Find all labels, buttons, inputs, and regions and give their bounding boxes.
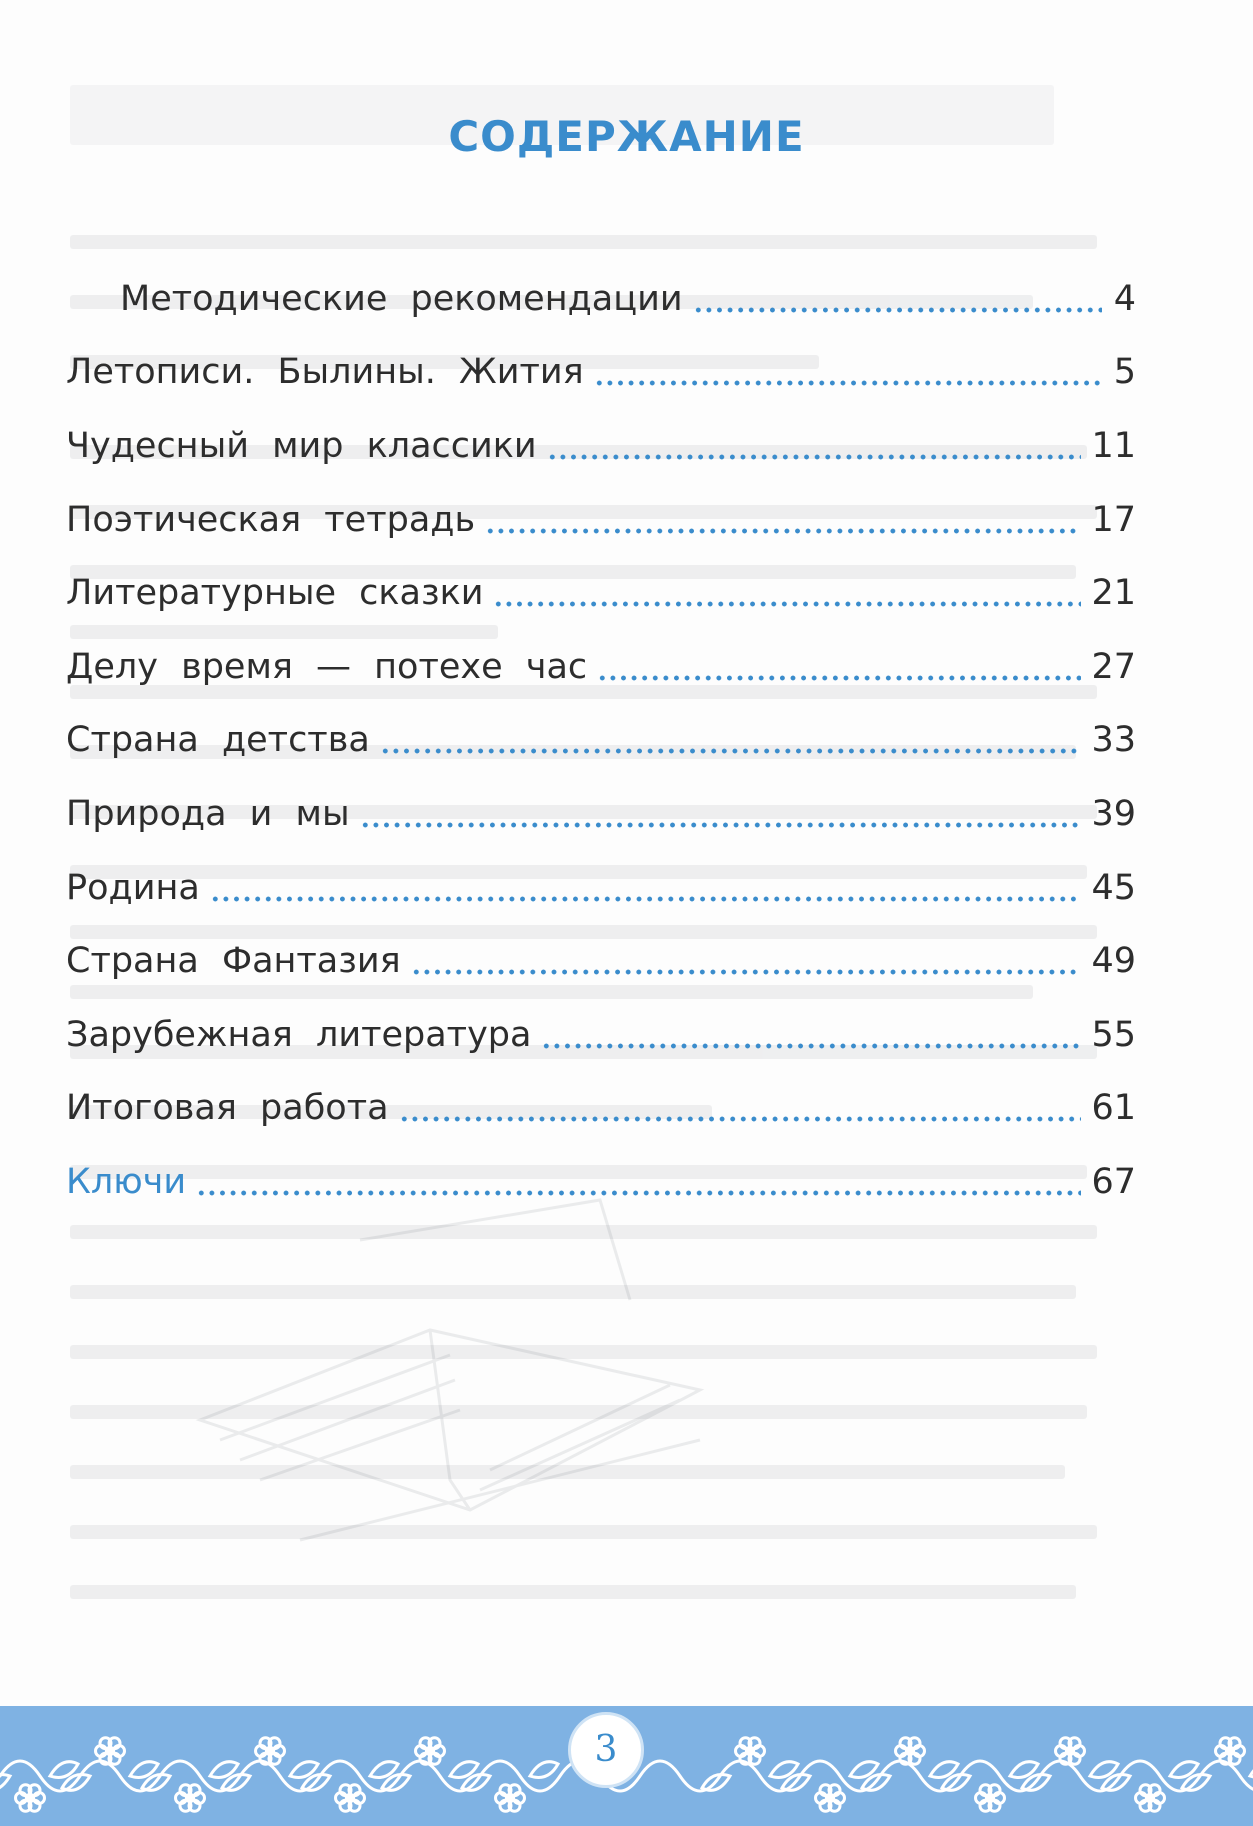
toc-entry-page: 49 <box>1091 941 1136 982</box>
toc-entry <box>66 1072 1136 1146</box>
toc-entry-title: Страна Фантазия <box>66 941 401 982</box>
toc-entry-page: 11 <box>1091 425 1136 466</box>
toc-entry <box>66 556 1136 630</box>
toc-entry-title: Летописи. Былины. Жития <box>66 352 584 393</box>
dot-leader <box>541 1043 1081 1049</box>
dot-leader <box>594 380 1102 386</box>
toc-entry <box>66 851 1136 925</box>
toc-entry-page: 33 <box>1091 720 1136 761</box>
dot-leader <box>360 822 1082 828</box>
toc-entry-title: Литературные сказки <box>66 573 484 614</box>
toc-entry <box>66 998 1136 1072</box>
dot-leader <box>485 528 1081 534</box>
toc-entry <box>66 1145 1136 1219</box>
page-number: 3 <box>568 1712 644 1788</box>
toc-entry-page: 61 <box>1091 1088 1136 1129</box>
toc-entry <box>66 336 1136 410</box>
toc-entry-title: Итоговая работа <box>66 1088 389 1129</box>
page-title: СОДЕРЖАНИЕ <box>448 112 805 161</box>
table-of-contents <box>66 262 1136 1219</box>
toc-entry-title: Чудесный мир классики <box>66 425 537 466</box>
toc-entry <box>66 262 1136 336</box>
toc-entry-page: 45 <box>1091 867 1136 908</box>
toc-entry <box>66 704 1136 778</box>
toc-entry-page: 4 <box>1113 278 1136 319</box>
dot-leader <box>196 1190 1081 1196</box>
dot-leader <box>493 601 1081 607</box>
dot-leader <box>547 454 1082 460</box>
dot-leader <box>693 307 1102 313</box>
dot-leader <box>597 675 1081 681</box>
toc-entry <box>66 777 1136 851</box>
toc-entry-page: 5 <box>1113 352 1136 393</box>
toc-entry-page: 39 <box>1091 793 1136 834</box>
toc-entry-page: 17 <box>1091 499 1136 540</box>
toc-entry-title: Природа и мы <box>66 793 350 834</box>
toc-entry-title: Родина <box>66 867 200 908</box>
dot-leader <box>380 748 1082 754</box>
toc-entry-title: Зарубежная литература <box>66 1014 532 1055</box>
dot-leader <box>411 969 1082 975</box>
toc-entry-title: Методические рекомендации <box>120 278 683 319</box>
dot-leader <box>399 1116 1082 1122</box>
toc-entry-page: 55 <box>1091 1014 1136 1055</box>
toc-entry <box>66 924 1136 998</box>
dot-leader <box>210 896 1082 902</box>
toc-entry-page: 21 <box>1091 573 1136 614</box>
toc-entry <box>66 409 1136 483</box>
toc-entry-title: Страна детства <box>66 720 370 761</box>
toc-entry-title: Ключи <box>66 1161 187 1202</box>
toc-entry-title: Делу время — потехе час <box>66 646 588 687</box>
toc-entry-page: 67 <box>1091 1161 1136 1202</box>
book-sketch-illustration <box>180 1180 740 1600</box>
toc-entry-title: Поэтическая тетрадь <box>66 499 476 540</box>
toc-entry-page: 27 <box>1091 646 1136 687</box>
toc-entry <box>66 630 1136 704</box>
toc-entry <box>66 483 1136 557</box>
